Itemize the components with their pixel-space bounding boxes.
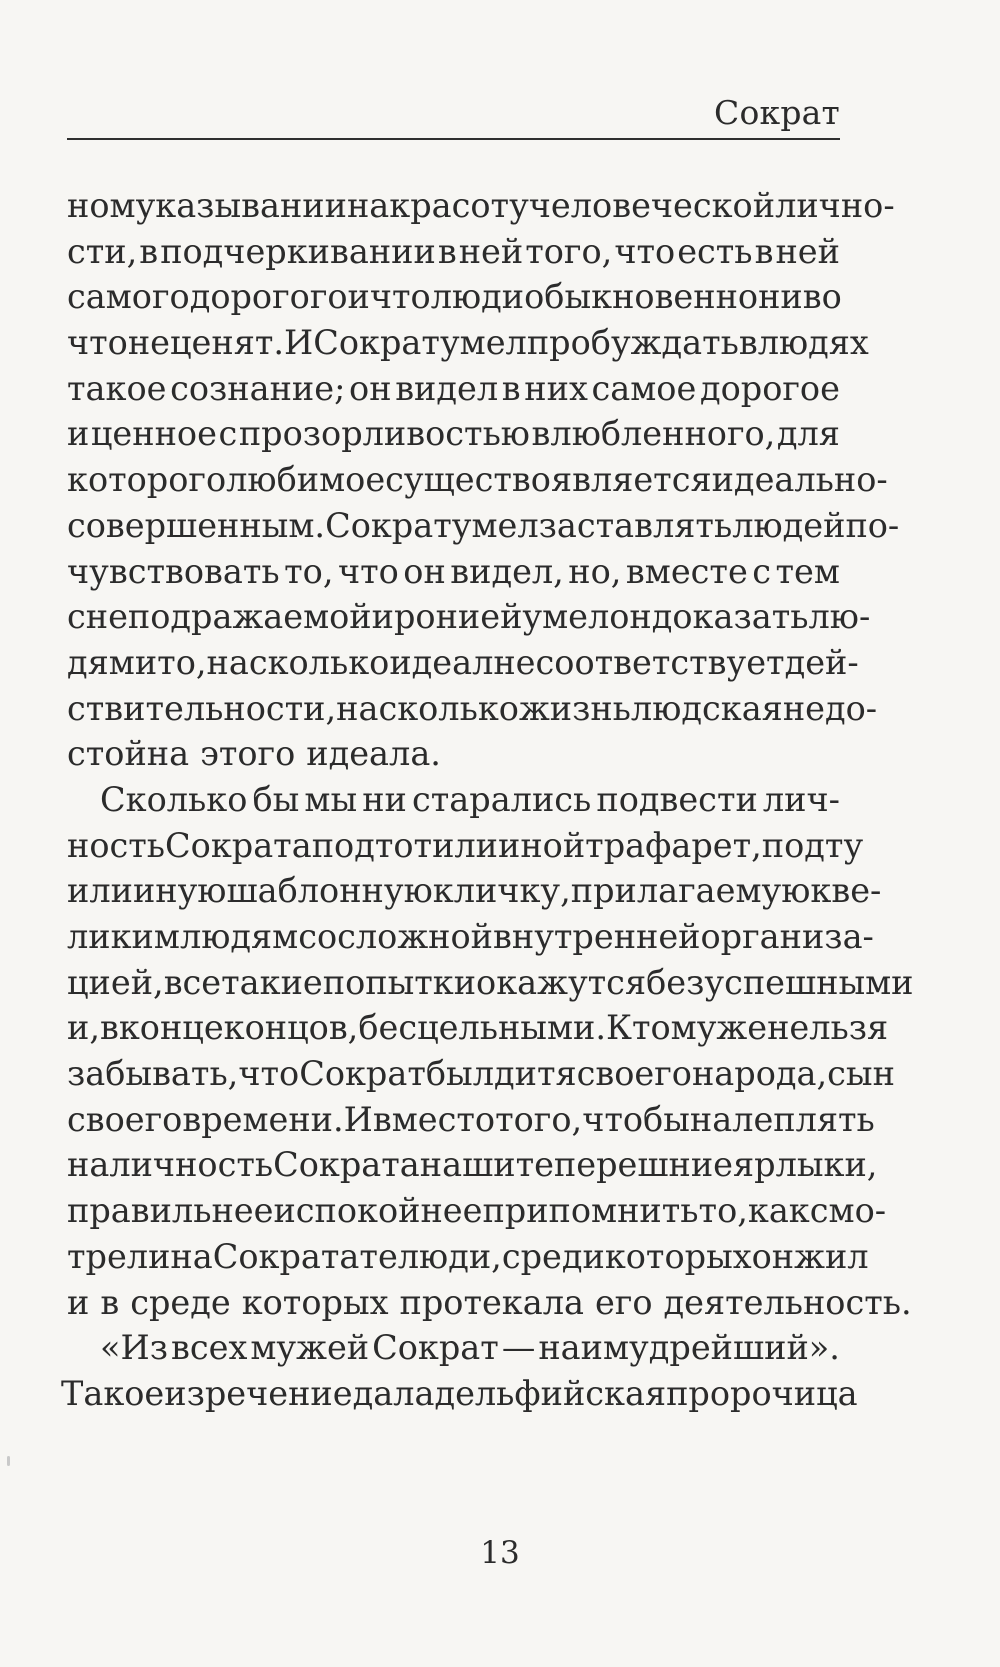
word: прилагаемую <box>570 871 811 911</box>
word: забывать, <box>67 1054 239 1094</box>
text-line <box>67 960 914 1006</box>
word: людям <box>179 917 299 956</box>
word: же <box>716 1008 768 1048</box>
word: которых <box>604 1236 752 1276</box>
word: иной <box>498 825 586 865</box>
word: на <box>346 186 390 225</box>
word: под <box>761 825 825 865</box>
word: них <box>524 368 588 408</box>
word: что <box>238 1054 300 1094</box>
word: в <box>501 368 521 408</box>
word: и <box>67 1282 90 1322</box>
margin-mark <box>7 1456 10 1466</box>
text-line <box>67 411 840 457</box>
header-rule <box>67 138 840 140</box>
word: К <box>606 1008 632 1048</box>
word: под <box>311 825 375 865</box>
word: и <box>347 277 370 317</box>
word: шаблонную <box>226 871 433 911</box>
word: умел <box>522 597 610 637</box>
word: является <box>550 460 712 500</box>
word: всех <box>171 1328 248 1368</box>
word: старались <box>411 779 592 819</box>
word: в <box>738 323 758 363</box>
word: он <box>609 597 652 637</box>
word: своего <box>576 1054 692 1094</box>
word: указывании <box>135 186 347 225</box>
word: жил <box>794 1236 869 1276</box>
word: то, <box>284 551 334 591</box>
text-line <box>67 183 895 229</box>
word: наимудрейший». <box>538 1328 840 1368</box>
word: не <box>127 323 171 363</box>
word: окажутся <box>476 962 647 1002</box>
word: ней <box>775 231 840 271</box>
word: с <box>67 597 86 637</box>
word: люди, <box>397 1236 502 1276</box>
text-line <box>67 1142 878 1188</box>
word: соответствует <box>535 642 785 682</box>
word: дельфийская <box>434 1373 667 1413</box>
text-line <box>67 1005 889 1051</box>
paragraph-last-line <box>67 1280 912 1326</box>
word: красоту <box>389 186 529 225</box>
word: по- <box>845 505 900 545</box>
word: есть <box>677 231 753 271</box>
word: такие <box>221 962 323 1002</box>
word: Такое <box>61 1373 165 1413</box>
word: безуспешными <box>646 962 914 1002</box>
word: трафарет, <box>585 825 762 865</box>
text-line <box>67 823 864 869</box>
word: такое <box>67 368 167 408</box>
word: ту <box>824 825 864 865</box>
word: на <box>67 1145 110 1185</box>
word: Сократ <box>372 1328 499 1368</box>
text-line <box>67 1234 869 1280</box>
word: он <box>751 1236 795 1276</box>
word: чтобы <box>582 1099 690 1139</box>
word: Сократа <box>212 1236 360 1276</box>
word: или <box>67 871 133 911</box>
word: как <box>747 1191 810 1231</box>
word: мы <box>304 779 358 819</box>
word: которого <box>67 460 227 500</box>
word: совершенным. <box>67 505 326 545</box>
word: кличку, <box>432 871 571 911</box>
word: «Из <box>100 1328 168 1368</box>
word: и, <box>67 1008 100 1048</box>
word: трели <box>67 1236 171 1276</box>
word: людская <box>630 688 783 728</box>
word: тем <box>775 551 840 591</box>
word: правильнее <box>67 1191 274 1231</box>
word: сын <box>827 1054 895 1094</box>
word: иронией <box>371 597 523 637</box>
word: дям <box>67 642 135 682</box>
word: дорогого <box>189 277 348 317</box>
word: заставлять <box>538 505 733 545</box>
word: с <box>218 414 238 454</box>
word: для <box>776 414 840 454</box>
word: людей <box>732 505 846 545</box>
word: неподражаемой <box>85 597 372 637</box>
text-line <box>67 549 840 595</box>
word: бы <box>252 779 300 819</box>
text-line <box>67 457 888 503</box>
word: Сократа <box>165 825 312 865</box>
word: смо- <box>809 1191 887 1231</box>
word: люди <box>430 277 525 317</box>
word: все <box>163 962 222 1002</box>
word: его <box>594 1282 653 1322</box>
word: мужей <box>250 1328 370 1368</box>
word: в <box>754 231 774 271</box>
word: времени. <box>182 1099 344 1139</box>
word: существо <box>385 460 551 500</box>
word: налеплять <box>689 1099 875 1139</box>
text-line <box>67 229 840 275</box>
word: что <box>369 277 431 317</box>
word: концов, <box>223 1008 359 1048</box>
text-line <box>67 1097 875 1143</box>
word: припомнить <box>482 1191 699 1231</box>
word: умел <box>451 505 539 545</box>
word: умел <box>439 323 527 363</box>
text-line <box>67 1188 887 1234</box>
quote-line <box>67 1325 840 1371</box>
word: дитя <box>494 1054 577 1094</box>
word: он <box>403 551 446 591</box>
word: дала <box>352 1373 435 1413</box>
word: ярлыки, <box>732 1145 878 1185</box>
word: людях <box>757 323 869 363</box>
word: конце <box>118 1008 224 1048</box>
text-line <box>67 366 840 412</box>
word: — <box>501 1328 536 1368</box>
word: лич- <box>762 779 840 819</box>
paragraph-first-line <box>67 777 840 823</box>
word: и <box>67 414 90 454</box>
word: видел, <box>450 551 564 591</box>
word: ность <box>67 825 166 865</box>
word: подчеркивании <box>160 231 436 271</box>
word: дей- <box>784 642 859 682</box>
word: во <box>802 277 842 317</box>
word: вместо <box>372 1099 496 1139</box>
word: жизнь <box>518 688 631 728</box>
word: на <box>170 1236 213 1276</box>
word: пророчица <box>666 1373 858 1413</box>
word: цией, <box>67 962 164 1002</box>
word: в <box>99 1008 119 1048</box>
word: ствительности, <box>67 688 337 728</box>
word: не <box>782 688 825 728</box>
word: те <box>359 1236 398 1276</box>
word: не <box>493 642 536 682</box>
word: своего <box>67 1099 183 1139</box>
word: Сократ <box>325 505 452 545</box>
word: лично- <box>775 186 895 225</box>
text-line <box>67 274 840 320</box>
text-line <box>67 1051 895 1097</box>
word: спокойнее <box>295 1191 483 1231</box>
body-text <box>61 183 914 1417</box>
word: идеально- <box>711 460 888 500</box>
word: с <box>752 551 772 591</box>
word: идеал <box>389 642 494 682</box>
word: Сократ <box>299 1054 426 1094</box>
word: идеала. <box>306 734 441 774</box>
word: что <box>67 323 128 363</box>
text-line <box>61 1371 858 1417</box>
word: что <box>614 231 676 271</box>
word: или <box>432 825 499 865</box>
word: в <box>437 231 457 271</box>
paragraph-last-line <box>67 731 840 777</box>
text-line <box>67 914 874 960</box>
word: сти, <box>67 231 138 271</box>
word: ни <box>362 779 407 819</box>
text-line <box>67 503 900 549</box>
word: видел <box>395 368 499 408</box>
word: дорогое <box>699 368 840 408</box>
word: изречение <box>164 1373 353 1413</box>
word: внутренней <box>493 917 701 956</box>
word: лю- <box>808 597 871 637</box>
word: самого <box>67 277 190 317</box>
text-line <box>67 594 871 640</box>
word: ликим <box>67 917 180 956</box>
word: что <box>337 551 399 591</box>
text-line <box>67 868 882 914</box>
word: попытки <box>322 962 477 1002</box>
word: ни <box>758 277 803 317</box>
word: которых <box>241 1282 389 1322</box>
word: прозорливостью <box>238 414 530 454</box>
word: в <box>139 231 159 271</box>
word: этого <box>200 734 296 774</box>
word: Сократ <box>313 323 440 363</box>
word: наши <box>419 1145 516 1185</box>
word: того, <box>525 231 613 271</box>
word: ней <box>458 231 524 271</box>
word: влюбленного, <box>531 414 776 454</box>
word: того, <box>495 1099 583 1139</box>
text-line <box>67 320 869 366</box>
word: бесцельными. <box>358 1008 606 1048</box>
word: человеческой <box>528 186 776 225</box>
word: то, <box>698 1191 748 1231</box>
word: обыкновенно <box>524 277 759 317</box>
running-head: Сократ <box>714 93 840 132</box>
page-number: 13 <box>480 1535 520 1571</box>
word: деятельность. <box>663 1282 912 1322</box>
word: пробуждать <box>526 323 739 363</box>
word: среди <box>501 1236 605 1276</box>
word: он <box>349 368 392 408</box>
word: доказать <box>651 597 809 637</box>
word: был <box>425 1054 495 1094</box>
page-header <box>67 93 840 140</box>
word: среде <box>130 1282 231 1322</box>
word: теперешние <box>515 1145 733 1185</box>
word: протекала <box>399 1282 584 1322</box>
word: со <box>298 917 338 956</box>
word: И <box>284 323 314 363</box>
word: самое <box>591 368 697 408</box>
word: сложной <box>337 917 493 956</box>
word: ном <box>67 186 136 225</box>
text-line <box>67 686 878 732</box>
word: Сколько <box>100 779 248 819</box>
text-line <box>67 640 859 686</box>
word: нельзя <box>767 1008 889 1048</box>
word: в <box>100 1282 120 1322</box>
word: организа- <box>700 917 874 956</box>
word: Сократа <box>273 1145 420 1185</box>
word: и <box>134 642 158 682</box>
word: и <box>273 1191 296 1231</box>
word: личность <box>109 1145 274 1185</box>
word: до- <box>824 688 878 728</box>
word: к <box>810 871 832 911</box>
word: подвести <box>596 779 758 819</box>
word: но, <box>568 551 622 591</box>
word: ценное <box>90 414 217 454</box>
word: насколько <box>336 688 519 728</box>
word: ве- <box>831 871 882 911</box>
word: тому <box>631 1008 717 1048</box>
word: И <box>343 1099 373 1139</box>
word: насколько <box>206 642 390 682</box>
word: стойна <box>67 734 190 774</box>
word: любимое <box>226 460 386 500</box>
word: тот <box>374 825 433 865</box>
word: сознание; <box>170 368 346 408</box>
word: иную <box>132 871 227 911</box>
word: ценят. <box>170 323 285 363</box>
word: народа, <box>691 1054 828 1094</box>
word: чувствовать <box>67 551 280 591</box>
word: вместе <box>625 551 748 591</box>
word: то, <box>157 642 207 682</box>
